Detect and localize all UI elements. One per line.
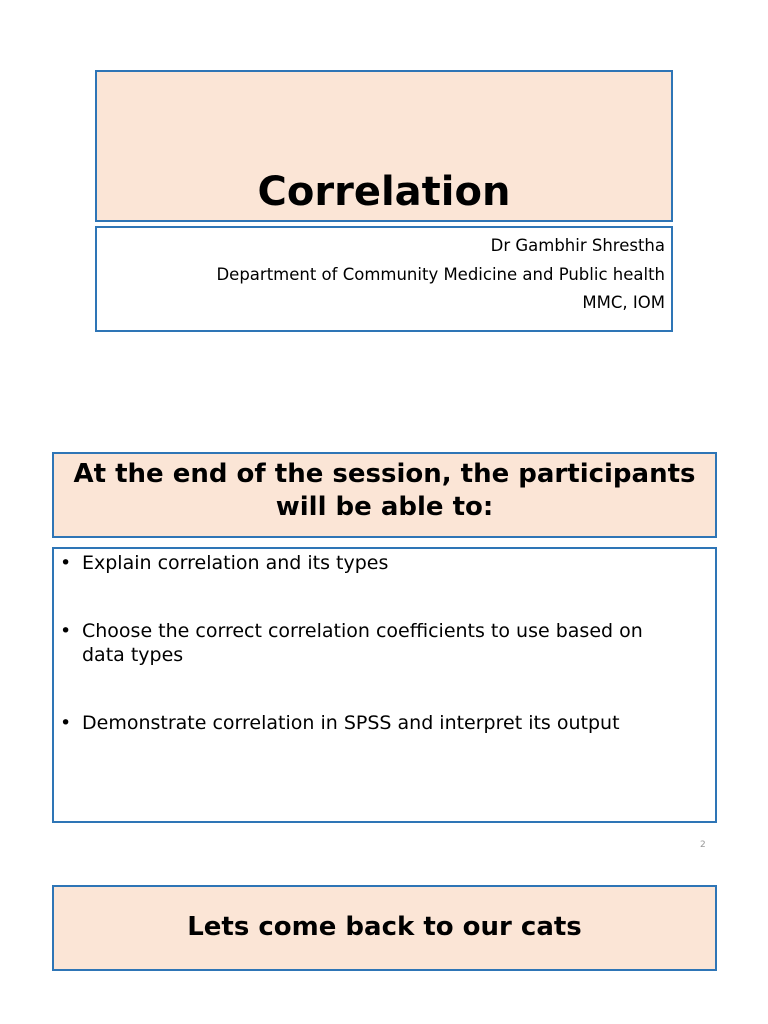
slide1-title-box <box>95 70 673 222</box>
institution-name: MMC, IOM <box>582 293 665 312</box>
list-item <box>60 551 675 575</box>
slide2-title-box <box>52 452 717 538</box>
list-item-text: Choose the correct correlation coefficients to use based on data types <box>82 620 643 666</box>
list-item-text: Demonstrate correlation in SPSS and interpret its output <box>82 712 620 734</box>
slide1-subtitle-lines <box>216 232 665 318</box>
bullet-icon: • <box>60 712 72 734</box>
slide3-title-box <box>52 885 717 971</box>
list-item-text: Explain correlation and its types <box>82 552 389 574</box>
slide1-subtitle-box <box>95 226 673 332</box>
list-item <box>60 711 675 735</box>
list-item <box>60 619 675 667</box>
slide1-title: Correlation <box>257 169 511 215</box>
author-name: Dr Gambhir Shrestha <box>490 236 665 255</box>
slide3-title: Lets come back to our cats <box>187 912 582 942</box>
page-number: 2 <box>700 840 706 850</box>
objectives-list <box>60 551 675 735</box>
department-name: Department of Community Medicine and Public health <box>216 264 665 284</box>
slide2-objectives-box <box>52 547 717 823</box>
bullet-icon: • <box>60 552 72 574</box>
bullet-icon: • <box>60 620 72 642</box>
slide2-title: At the end of the session, the participants will be able to: <box>73 459 696 522</box>
